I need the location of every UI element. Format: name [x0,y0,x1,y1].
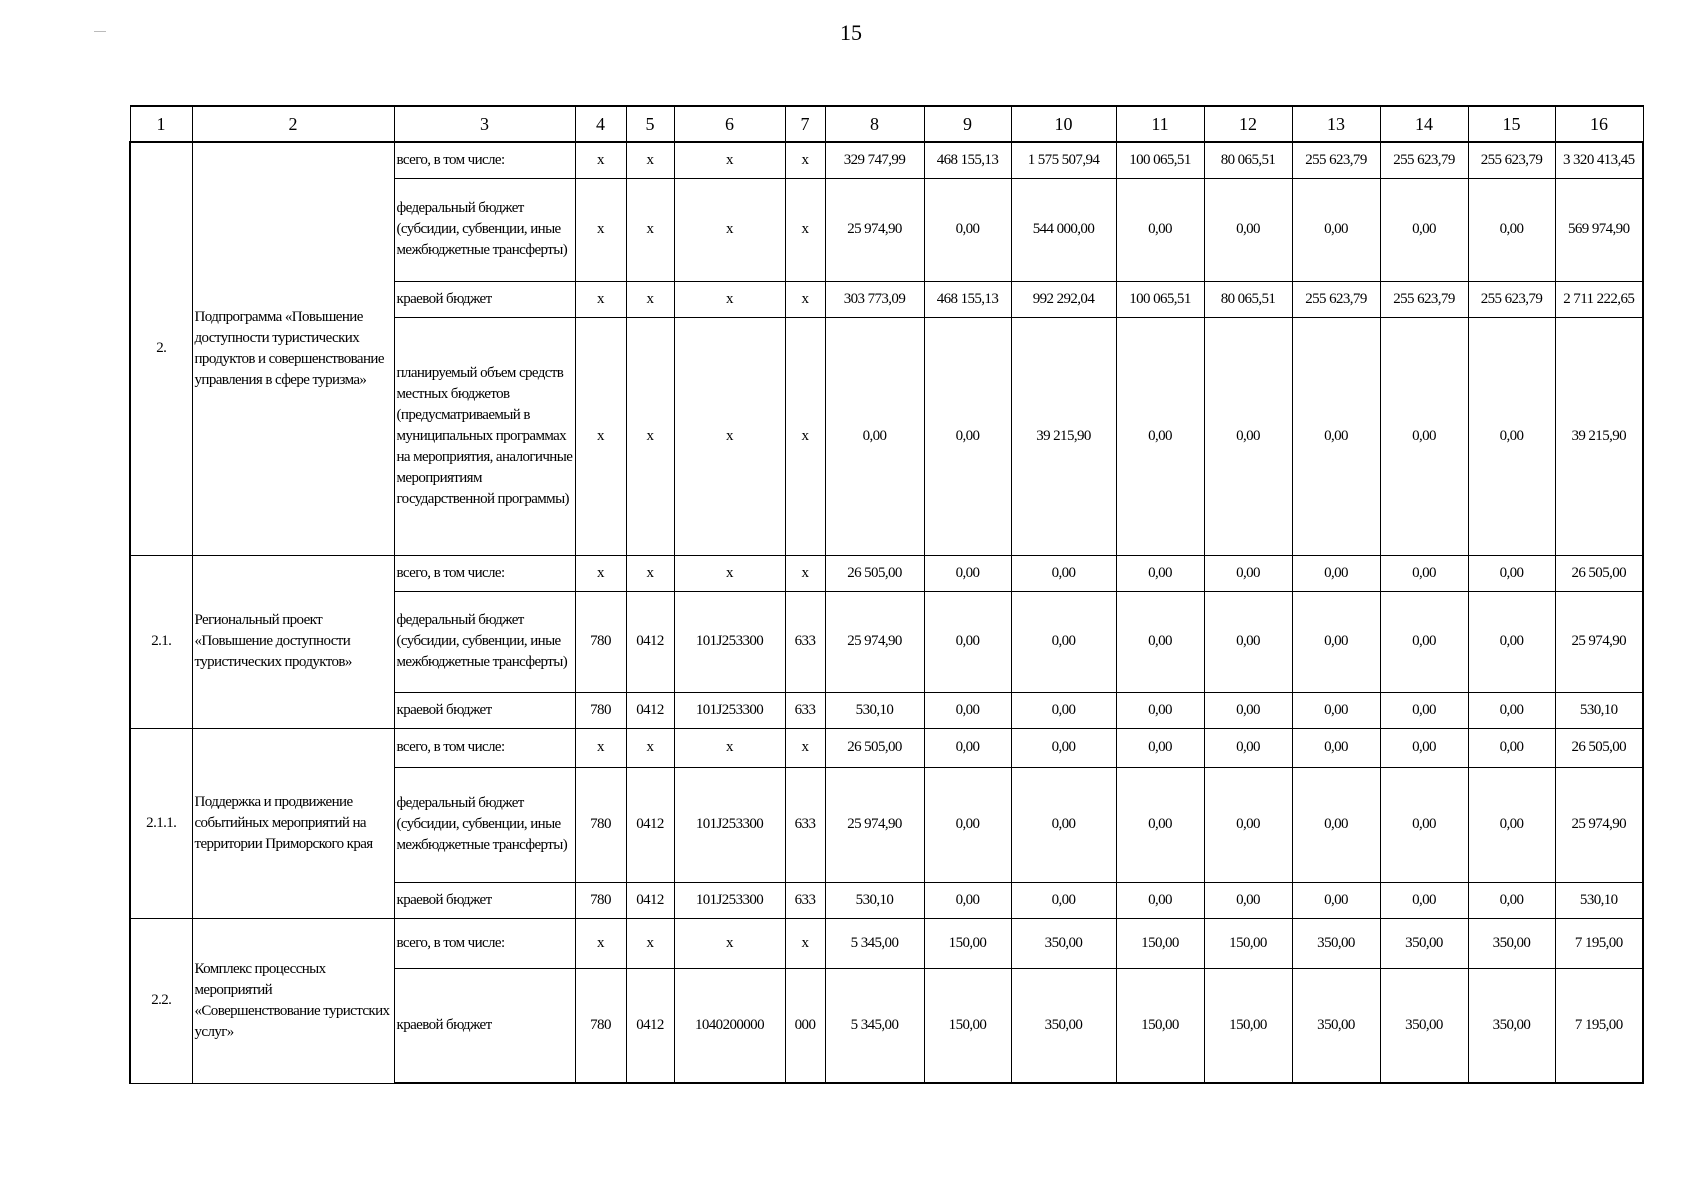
amount-cell: 530,10 [825,692,924,728]
amount-cell: 39 215,90 [1011,317,1116,555]
code-cell: x [674,178,785,281]
header-cell: 14 [1380,106,1468,142]
code-cell: 0412 [626,591,674,692]
amount-cell: 0,00 [1292,882,1380,918]
amount-cell: 0,00 [1468,178,1555,281]
amount-cell: 26 505,00 [1555,728,1643,767]
amount-cell: 0,00 [1204,692,1292,728]
code-cell: x [626,281,674,317]
amount-cell: 0,00 [1011,555,1116,591]
row-number-cell: 2.1. [130,555,192,728]
amount-cell: 468 155,13 [924,142,1011,178]
amount-cell: 0,00 [1292,767,1380,882]
code-cell: x [674,317,785,555]
funding-source-cell: федеральный бюджет (субсидии, субвенции, иные межбюджетные трансферты) [394,767,575,882]
amount-cell: 0,00 [1380,728,1468,767]
amount-cell: 0,00 [1468,767,1555,882]
amount-cell: 1 575 507,94 [1011,142,1116,178]
amount-cell: 25 974,90 [825,178,924,281]
amount-cell: 0,00 [1380,317,1468,555]
code-cell: 000 [785,968,825,1083]
code-cell: 780 [575,968,626,1083]
code-cell: 780 [575,692,626,728]
amount-cell: 0,00 [1011,591,1116,692]
amount-cell: 26 505,00 [825,555,924,591]
amount-cell: 350,00 [1380,968,1468,1083]
amount-cell: 468 155,13 [924,281,1011,317]
program-title-cell: Подпрограмма «Повышение доступности туристических продуктов и совершенствование управления в сфере туризма» [192,142,394,555]
funding-source-cell: федеральный бюджет (субсидии, субвенции, иные межбюджетные трансферты) [394,591,575,692]
code-cell: x [575,317,626,555]
header-cell: 1 [130,106,192,142]
amount-cell: 0,00 [825,317,924,555]
header-cell: 5 [626,106,674,142]
amount-cell: 544 000,00 [1011,178,1116,281]
amount-cell: 0,00 [1468,555,1555,591]
amount-cell: 0,00 [1116,767,1204,882]
amount-cell: 5 345,00 [825,968,924,1083]
program-title-cell: Комплекс процессных мероприятий «Совершенствование туристских услуг» [192,918,394,1083]
amount-cell: 150,00 [1204,968,1292,1083]
code-cell: 101J253300 [674,767,785,882]
amount-cell: 80 065,51 [1204,281,1292,317]
amount-cell: 0,00 [1468,728,1555,767]
amount-cell: 150,00 [924,918,1011,968]
code-cell: 0412 [626,767,674,882]
row-number-cell: 2.2. [130,918,192,1083]
funding-source-cell: всего, в том числе: [394,918,575,968]
code-cell: 101J253300 [674,591,785,692]
funding-source-cell: всего, в том числе: [394,728,575,767]
amount-cell: 0,00 [1011,728,1116,767]
table-row [130,142,1643,178]
code-cell: 0412 [626,968,674,1083]
code-cell: 633 [785,767,825,882]
amount-cell: 255 623,79 [1292,281,1380,317]
funding-source-cell: краевой бюджет [394,692,575,728]
amount-cell: 7 195,00 [1555,918,1643,968]
row-number-cell: 2.1.1. [130,728,192,918]
code-cell: x [674,918,785,968]
amount-cell: 0,00 [1116,728,1204,767]
amount-cell: 992 292,04 [1011,281,1116,317]
amount-cell: 0,00 [1204,591,1292,692]
amount-cell: 569 974,90 [1555,178,1643,281]
amount-cell: 0,00 [1292,591,1380,692]
amount-cell: 0,00 [924,591,1011,692]
amount-cell: 0,00 [1380,178,1468,281]
amount-cell: 0,00 [924,882,1011,918]
amount-cell: 350,00 [1380,918,1468,968]
amount-cell: 26 505,00 [1555,555,1643,591]
amount-cell: 0,00 [1380,692,1468,728]
amount-cell: 530,10 [825,882,924,918]
amount-cell: 303 773,09 [825,281,924,317]
header-cell: 8 [825,106,924,142]
amount-cell: 0,00 [1011,882,1116,918]
table-body [130,106,1643,1083]
amount-cell: 0,00 [924,555,1011,591]
code-cell: 780 [575,767,626,882]
amount-cell: 0,00 [1468,882,1555,918]
code-cell: x [575,555,626,591]
header-cell: 10 [1011,106,1116,142]
amount-cell: 0,00 [1116,692,1204,728]
code-cell: x [626,317,674,555]
code-cell: 633 [785,591,825,692]
amount-cell: 150,00 [1116,918,1204,968]
header-cell: 13 [1292,106,1380,142]
code-cell: x [785,555,825,591]
amount-cell: 25 974,90 [1555,591,1643,692]
code-cell: 0412 [626,692,674,728]
amount-cell: 530,10 [1555,692,1643,728]
code-cell: x [626,728,674,767]
code-cell: x [575,178,626,281]
header-cell: 12 [1204,106,1292,142]
amount-cell: 150,00 [1116,968,1204,1083]
amount-cell: 255 623,79 [1468,142,1555,178]
header-cell: 9 [924,106,1011,142]
code-cell: x [626,555,674,591]
amount-cell: 0,00 [1292,728,1380,767]
amount-cell: 0,00 [1204,728,1292,767]
amount-cell: 0,00 [1011,767,1116,882]
amount-cell: 329 747,99 [825,142,924,178]
code-cell: 1040200000 [674,968,785,1083]
row-number-cell: 2. [130,142,192,555]
code-cell: x [575,281,626,317]
amount-cell: 0,00 [1380,767,1468,882]
amount-cell: 150,00 [1204,918,1292,968]
header-cell: 15 [1468,106,1555,142]
header-cell: 3 [394,106,575,142]
amount-cell: 5 345,00 [825,918,924,968]
code-cell: x [785,281,825,317]
table-row [130,918,1643,968]
amount-cell: 0,00 [1292,692,1380,728]
amount-cell: 0,00 [924,317,1011,555]
code-cell: x [674,555,785,591]
page-number: 15 [840,20,862,45]
amount-cell: 0,00 [1011,692,1116,728]
code-cell: 633 [785,692,825,728]
funding-source-cell: всего, в том числе: [394,142,575,178]
code-cell: x [575,728,626,767]
amount-cell: 0,00 [1380,591,1468,692]
funding-source-cell: всего, в том числе: [394,555,575,591]
amount-cell: 350,00 [1011,918,1116,968]
code-cell: 0412 [626,882,674,918]
amount-cell: 100 065,51 [1116,281,1204,317]
amount-cell: 0,00 [1204,317,1292,555]
amount-cell: 0,00 [1380,882,1468,918]
amount-cell: 350,00 [1011,968,1116,1083]
code-cell: x [785,178,825,281]
code-cell: x [785,728,825,767]
code-cell: 780 [575,591,626,692]
amount-cell: 255 623,79 [1292,142,1380,178]
amount-cell: 530,10 [1555,882,1643,918]
amount-cell: 0,00 [1204,555,1292,591]
funding-source-cell: краевой бюджет [394,281,575,317]
header-cell: 16 [1555,106,1643,142]
amount-cell: 350,00 [1292,968,1380,1083]
amount-cell: 0,00 [924,767,1011,882]
code-cell: x [785,317,825,555]
code-cell: 633 [785,882,825,918]
amount-cell: 0,00 [1292,178,1380,281]
amount-cell: 25 974,90 [825,767,924,882]
funding-source-cell: федеральный бюджет (субсидии, субвенции, иные межбюджетные трансферты) [394,178,575,281]
amount-cell: 350,00 [1468,968,1555,1083]
funding-source-cell: краевой бюджет [394,968,575,1083]
amount-cell: 0,00 [924,178,1011,281]
code-cell: x [626,142,674,178]
amount-cell: 0,00 [1468,317,1555,555]
code-cell: 780 [575,882,626,918]
amount-cell: 39 215,90 [1555,317,1643,555]
header-row [130,106,1643,142]
amount-cell: 0,00 [1116,317,1204,555]
code-cell: x [674,142,785,178]
code-cell: x [785,142,825,178]
amount-cell: 100 065,51 [1116,142,1204,178]
amount-cell: 0,00 [1116,591,1204,692]
amount-cell: 0,00 [1292,555,1380,591]
amount-cell: 25 974,90 [825,591,924,692]
amount-cell: 25 974,90 [1555,767,1643,882]
amount-cell: 7 195,00 [1555,968,1643,1083]
amount-cell: 0,00 [1204,178,1292,281]
header-cell: 7 [785,106,825,142]
amount-cell: 0,00 [1204,882,1292,918]
code-cell: x [626,918,674,968]
code-cell: x [674,281,785,317]
amount-cell: 0,00 [924,692,1011,728]
amount-cell: 350,00 [1468,918,1555,968]
amount-cell: 0,00 [1116,555,1204,591]
budget-table [129,105,1644,1084]
program-title-cell: Региональный проект «Повышение доступности туристических продуктов» [192,555,394,728]
amount-cell: 0,00 [1116,882,1204,918]
amount-cell: 0,00 [1468,692,1555,728]
funding-source-cell: краевой бюджет [394,882,575,918]
amount-cell: 26 505,00 [825,728,924,767]
header-cell: 11 [1116,106,1204,142]
code-cell: 101J253300 [674,692,785,728]
amount-cell: 0,00 [1468,591,1555,692]
funding-source-cell: планируемый объем средств местных бюджетов (предусматриваемый в муниципальных программах на мероприятия, аналогичные мероприятиям государственной программы) [394,317,575,555]
code-cell: x [575,918,626,968]
header-cell: 4 [575,106,626,142]
amount-cell: 0,00 [1380,555,1468,591]
amount-cell: 255 623,79 [1380,281,1468,317]
amount-cell: 0,00 [924,728,1011,767]
code-cell: x [575,142,626,178]
amount-cell: 255 623,79 [1468,281,1555,317]
code-cell: x [785,918,825,968]
amount-cell: 2 711 222,65 [1555,281,1643,317]
table-row [130,555,1643,591]
code-cell: x [674,728,785,767]
table-row [130,728,1643,767]
program-title-cell: Поддержка и продвижение событийных мероприятий на территории Приморского края [192,728,394,918]
amount-cell: 80 065,51 [1204,142,1292,178]
amount-cell: 3 320 413,45 [1555,142,1643,178]
header-cell: 2 [192,106,394,142]
amount-cell: 0,00 [1204,767,1292,882]
code-cell: x [626,178,674,281]
amount-cell: 255 623,79 [1380,142,1468,178]
code-cell: 101J253300 [674,882,785,918]
header-cell: 6 [674,106,785,142]
amount-cell: 350,00 [1292,918,1380,968]
amount-cell: 0,00 [1116,178,1204,281]
amount-cell: 150,00 [924,968,1011,1083]
amount-cell: 0,00 [1292,317,1380,555]
